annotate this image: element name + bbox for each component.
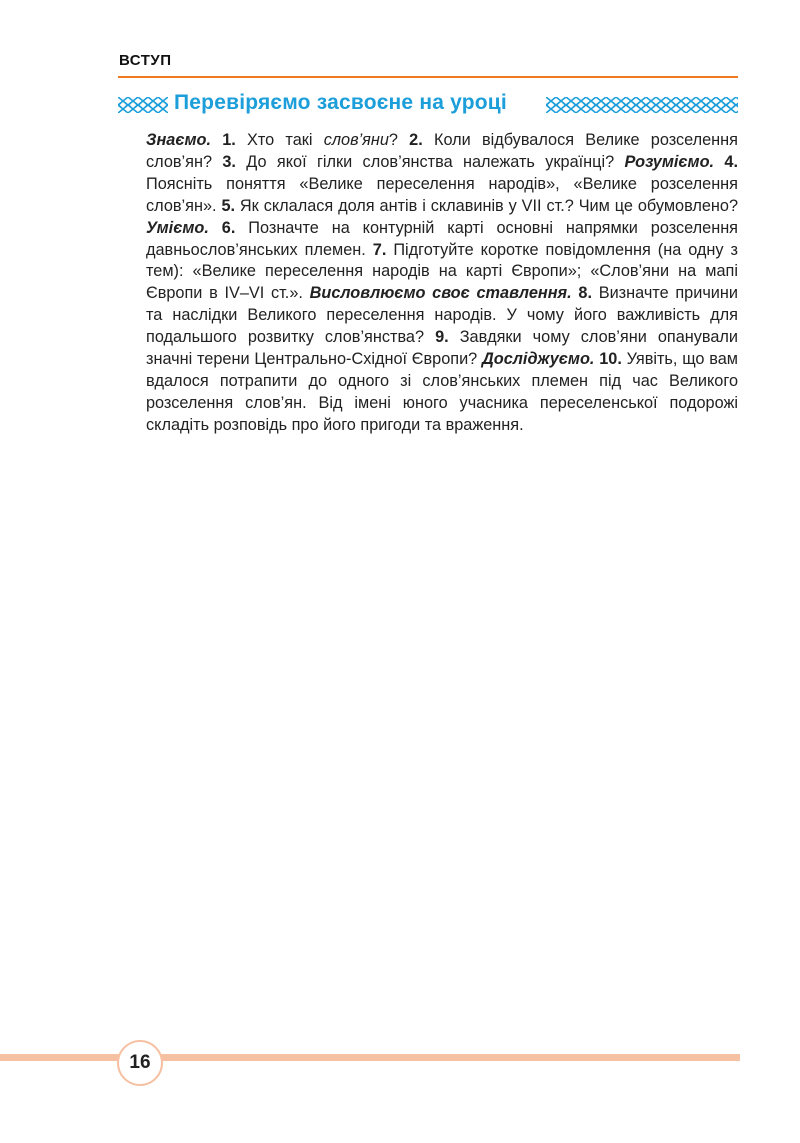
section-title: Перевіряємо засвоєне на уроці	[174, 91, 507, 114]
question-number-7: 7.	[372, 240, 387, 259]
category-know: Знаємо.	[146, 131, 212, 149]
question-3-text: До якої гілки слов’янства належать українці?	[235, 152, 625, 171]
question-1-text-a: Хто такі	[235, 131, 324, 149]
question-2-text: Коли відбувалося Велике розселення слов’ян?	[146, 131, 738, 171]
question-number-2: 2.	[409, 131, 423, 149]
question-4-text: Поясніть поняття «Велике переселення народів», «Велике розселення слов’ян».	[146, 174, 738, 215]
question-8-text: Визначте причини та наслідки Великого переселення народів. У чому його важливість для подальшого розвитку слов’янства?	[146, 284, 738, 347]
section-header-label: ВСТУП	[119, 52, 172, 69]
questions-paragraph	[146, 130, 738, 437]
question-number-4: 4.	[714, 152, 738, 171]
question-9-text: Завдяки чому слов’яни опанували значні терени Центрально-Східної Європи?	[146, 328, 738, 369]
category-research: Досліджуємо.	[482, 350, 595, 369]
question-number-1: 1.	[222, 131, 236, 149]
question-number-10: 10.	[594, 350, 622, 369]
ornament-left-icon	[118, 97, 168, 113]
question-5-text: Як склалася доля антів і склавинів у VII ст.? Чим це обумовлено?	[235, 196, 738, 215]
question-number-8: 8.	[571, 284, 592, 303]
category-can: Уміємо.	[146, 218, 209, 237]
question-number-5: 5.	[221, 196, 236, 215]
question-number-3: 3.	[222, 152, 236, 171]
footer-bar	[0, 1054, 740, 1061]
header-divider	[118, 76, 738, 78]
page-number: 16	[129, 1052, 151, 1073]
question-number-9: 9.	[435, 328, 449, 347]
question-number-6: 6.	[208, 218, 236, 237]
question-7-text: Підготуйте коротке повідомлення (на одну з тем): «Велике переселення народів на карті Європи»; «Слов’яни на мапі Європи в IV–VI ст.».	[146, 240, 739, 303]
ornament-right-icon	[546, 97, 738, 113]
section-title-bar	[118, 91, 738, 119]
question-6-text: Позначте на контурній карті основні напрямки розселення давньослов’янських племен.	[146, 218, 738, 259]
question-1-text-b: ?	[388, 131, 410, 149]
question-1-term: слов’яни	[323, 131, 389, 149]
question-10-text: Уявіть, що вам вдалося потрапити до одного зі слов’янських племен під час Великого розселення слов’ян. Від імені юного учасника переселенської подорожі складіть розповідь про його пригоди та враження.	[146, 350, 738, 434]
category-understand: Розуміємо.	[624, 152, 715, 171]
category-attitude: Висловлюємо своє ставлення.	[309, 284, 572, 303]
